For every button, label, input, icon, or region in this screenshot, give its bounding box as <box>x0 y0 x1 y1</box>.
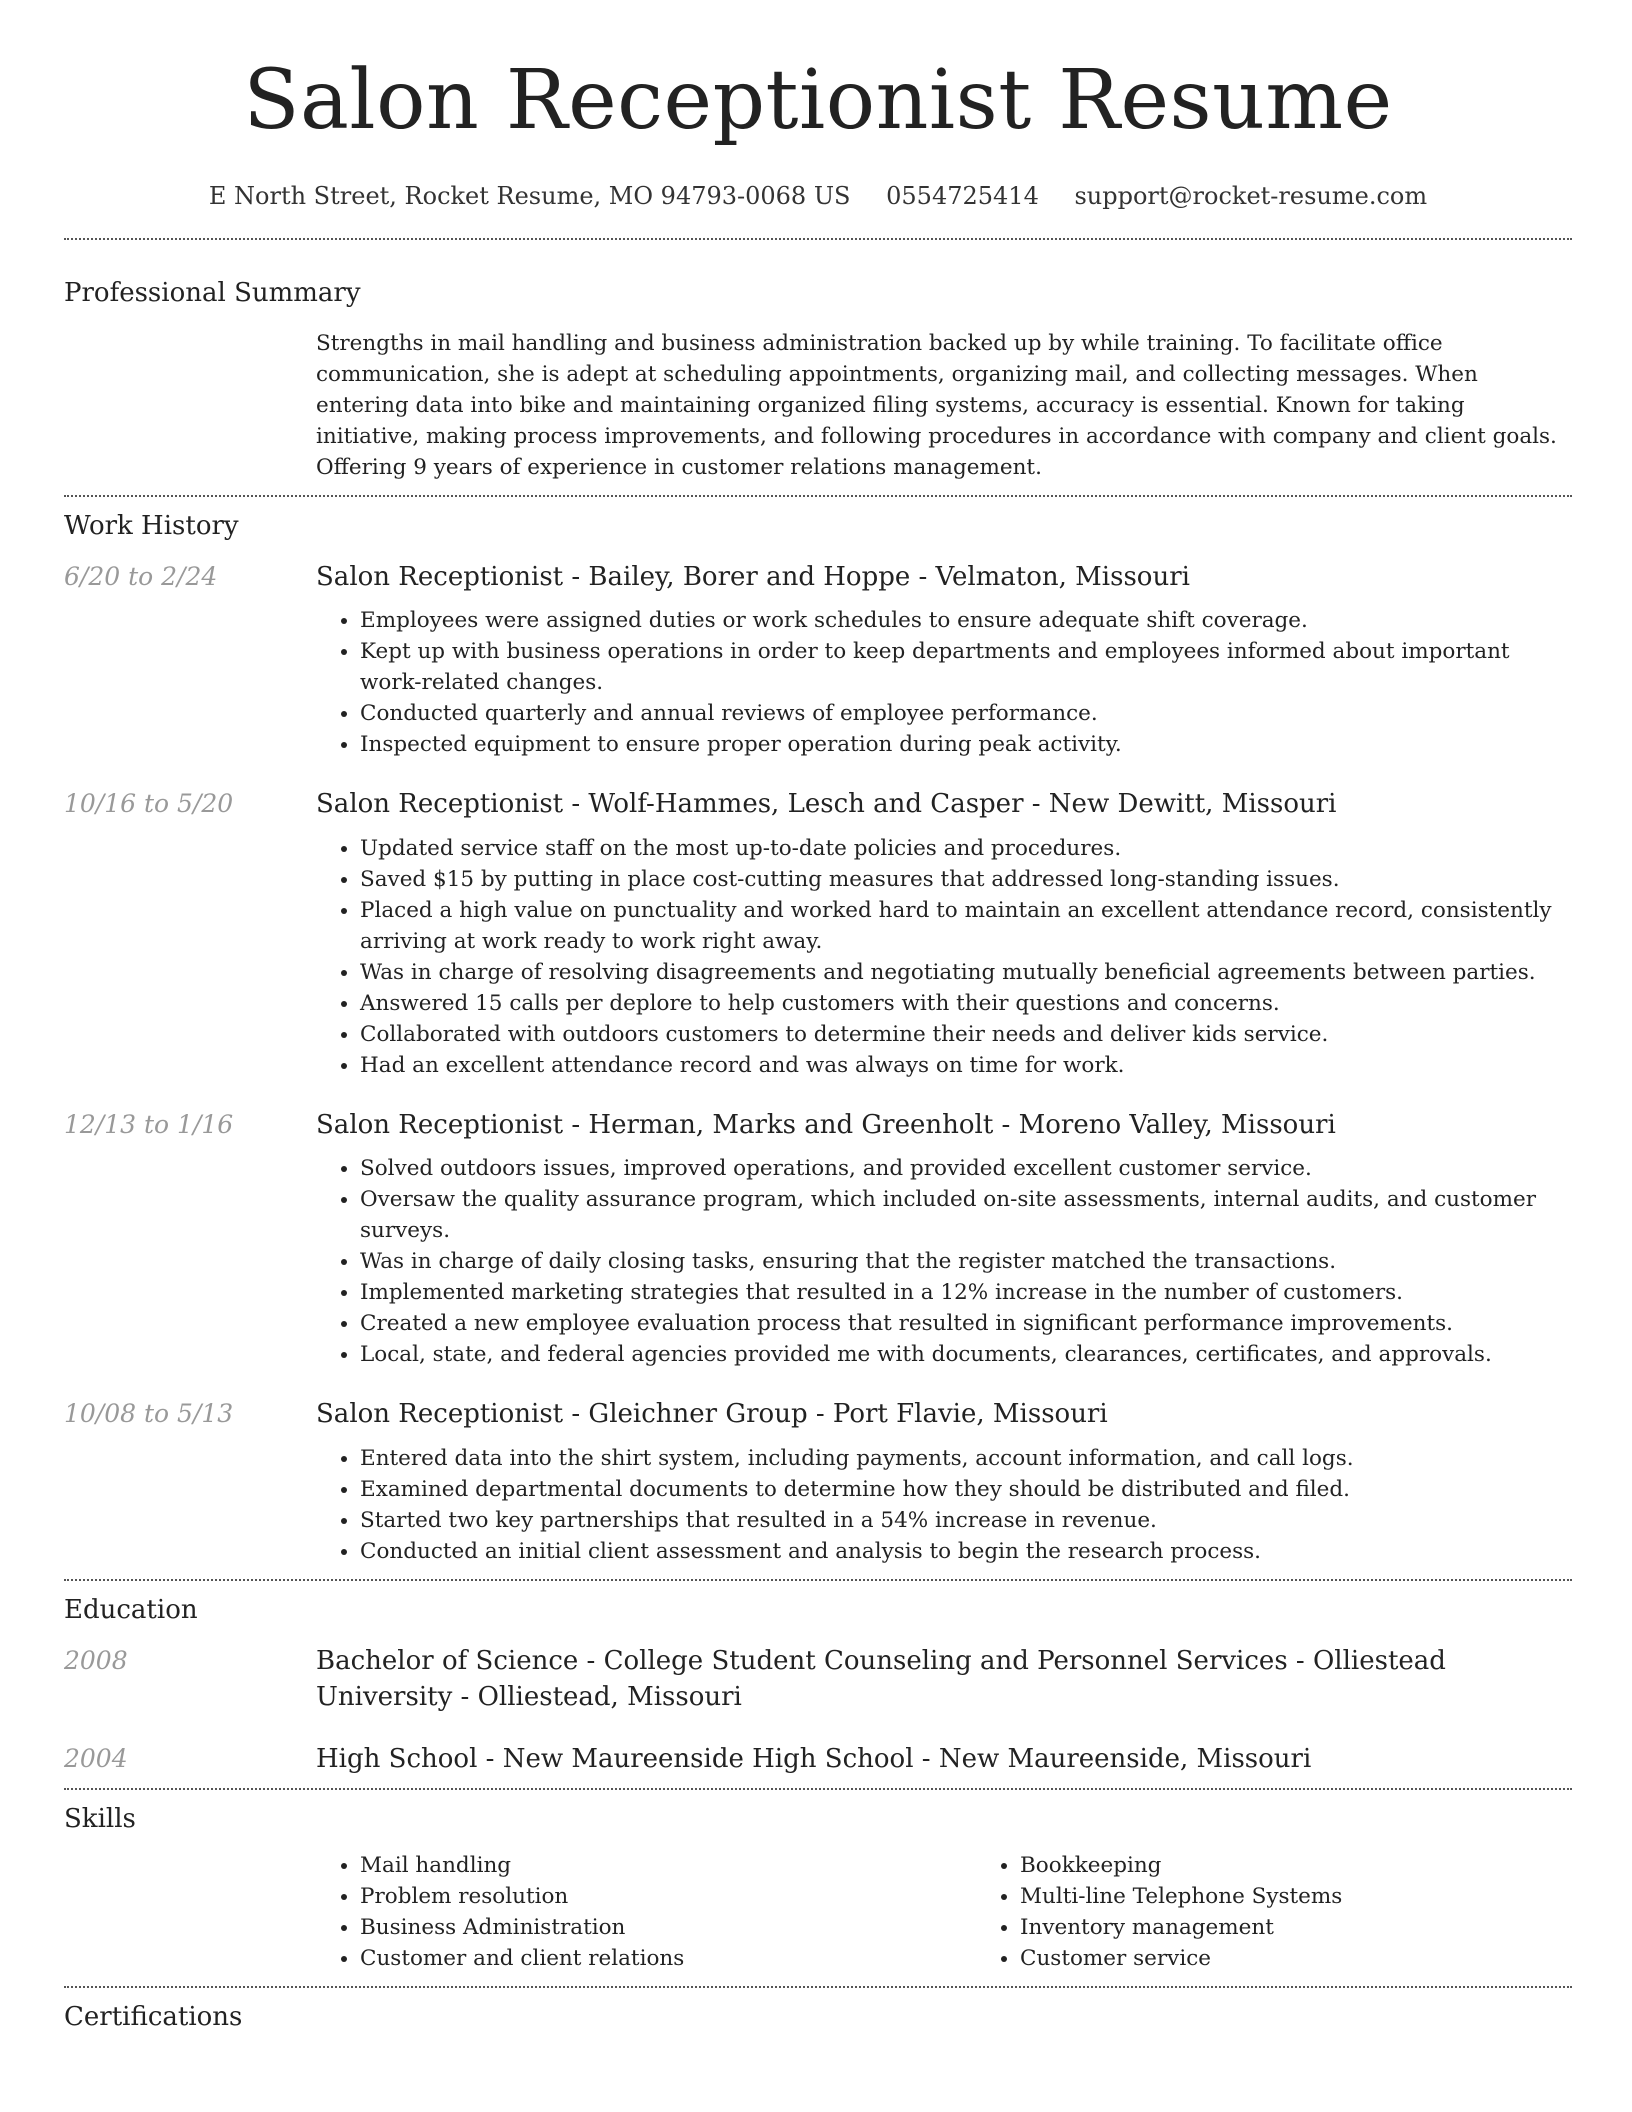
job-title: Salon Receptionist - Bailey, Borer and Hoppe - Velmaton, Missouri <box>316 562 1190 592</box>
job-title: Salon Receptionist - Gleichner Group - Port Flavie, Missouri <box>316 1399 1108 1430</box>
education-detail: High School - New Maureenside High School - New Maureenside, Missouri <box>316 1744 1312 1775</box>
list-item: • Mail handling <box>360 1850 976 1881</box>
job-bullets <box>316 1443 1572 1567</box>
job-bullets <box>316 1153 1572 1370</box>
contact-phone: 0554725414 <box>886 182 1039 210</box>
section-heading-certifications: Certifications <box>64 2001 243 2032</box>
contact-address: E North Street, Rocket Resume, MO 94793-0068 US <box>208 182 851 210</box>
list-item: • Started two key partnerships that resulted in a 54% increase in revenue. <box>360 1505 1572 1536</box>
list-item: • Saved $15 by putting in place cost-cutting measures that addressed long-standing issues. <box>360 864 1572 895</box>
list-item: • Created a new employee evaluation process that resulted in significant performance improvements. <box>360 1308 1572 1339</box>
list-item: • Bookkeeping <box>1020 1850 1632 1881</box>
list-item: • Employees were assigned duties or work schedules to ensure adequate shift coverage. <box>360 605 1572 636</box>
list-item: • Placed a high value on punctuality and worked hard to maintain an excellent attendance record, consistently arriving at work ready to work right away. <box>360 895 1572 957</box>
divider <box>64 495 1572 497</box>
resume-title: Salon Receptionist Resume <box>243 53 1393 148</box>
list-item: • Kept up with business operations in order to keep departments and employees informed about important work-related changes. <box>360 636 1572 698</box>
job-dates: 10/16 to 5/20 <box>64 789 234 819</box>
job-entry <box>64 1396 1572 1566</box>
job-entry <box>64 559 1572 760</box>
job-dates: 6/20 to 2/24 <box>64 562 218 591</box>
education-year: 2008 <box>64 1645 128 1675</box>
list-item: • Examined departmental documents to determine how they should be distributed and filed. <box>360 1474 1572 1505</box>
skills-row <box>64 1850 1572 1974</box>
section-heading-skills: Skills <box>64 1803 136 1834</box>
education-entry <box>64 1643 1572 1716</box>
job-dates: 12/13 to 1/16 <box>64 1109 234 1139</box>
job-bullets <box>316 833 1572 1081</box>
divider <box>64 1579 1572 1581</box>
list-item: • Conducted quarterly and annual reviews of employee performance. <box>360 698 1572 729</box>
list-item: • Problem resolution <box>360 1881 976 1912</box>
section-heading-education: Education <box>64 1594 198 1625</box>
list-item: • Inspected equipment to ensure proper operation during peak activity. <box>360 729 1572 760</box>
skills-list-right <box>976 1850 1632 1974</box>
list-item: • Collaborated with outdoors customers to determine their needs and deliver kids service. <box>360 1019 1572 1050</box>
list-item: • Solved outdoors issues, improved operations, and provided excellent customer service. <box>360 1153 1572 1184</box>
contact-email: support@rocket-resume.com <box>1074 182 1428 210</box>
job-title: Salon Receptionist - Wolf-Hammes, Lesch and Casper - New Dewitt, Missouri <box>316 789 1337 820</box>
resume-page <box>64 0 1572 2030</box>
summary-text: Strengths in mail handling and business administration backed up by while training. To facilitate office communication, she is adept at scheduling appointments, organizing mail, and collecting messages. When entering data into bike and maintaining organized filing systems, accuracy is essential. Known for taking initiative, making process improvements, and following procedures in accordance with company and client goals. Offering 9 years of experience in customer relations management. <box>316 331 1557 480</box>
section-heading-summary: Professional Summary <box>64 278 361 308</box>
education-year: 2004 <box>64 1744 128 1774</box>
list-item: • Customer and client relations <box>360 1943 976 1974</box>
job-title: Salon Receptionist - Herman, Marks and Greenholt - Moreno Valley, Missouri <box>316 1109 1336 1140</box>
list-item: • Answered 15 calls per deplore to help customers with their questions and concerns. <box>360 988 1572 1019</box>
education-detail: Bachelor of Science - College Student Counseling and Personnel Services - Olliestead University - Olliestead, Missouri <box>316 1645 1446 1712</box>
education-entry <box>64 1741 1572 1777</box>
list-item: • Local, state, and federal agencies provided me with documents, clearances, certificates, and approvals. <box>360 1339 1572 1370</box>
divider <box>64 1788 1572 1790</box>
skills-list-left <box>316 1850 976 1974</box>
list-item: • Business Administration <box>360 1912 976 1943</box>
list-item: • Implemented marketing strategies that resulted in a 12% increase in the number of customers. <box>360 1277 1572 1308</box>
job-bullets <box>316 605 1572 760</box>
list-item: • Customer service <box>1020 1943 1632 1974</box>
list-item: • Entered data into the shirt system, including payments, account information, and call logs. <box>360 1443 1572 1474</box>
list-item: • Multi-line Telephone Systems <box>1020 1881 1632 1912</box>
contact-line <box>64 182 1572 210</box>
divider <box>64 238 1572 240</box>
job-dates: 10/08 to 5/13 <box>64 1399 234 1429</box>
summary-row <box>64 328 1572 483</box>
divider <box>64 1986 1572 1988</box>
list-item: • Had an excellent attendance record and was always on time for work. <box>360 1050 1572 1081</box>
job-entry <box>64 1107 1572 1370</box>
list-item: • Inventory management <box>1020 1912 1632 1943</box>
list-item: • Was in charge of daily closing tasks, ensuring that the register matched the transactions. <box>360 1246 1572 1277</box>
job-entry <box>64 786 1572 1080</box>
list-item: • Oversaw the quality assurance program, which included on-site assessments, internal audits, and customer surveys. <box>360 1184 1572 1246</box>
section-heading-work: Work History <box>64 511 239 541</box>
list-item: • Was in charge of resolving disagreements and negotiating mutually beneficial agreements between parties. <box>360 957 1572 988</box>
list-item: • Conducted an initial client assessment and analysis to begin the research process. <box>360 1536 1572 1567</box>
list-item: • Updated service staff on the most up-to-date policies and procedures. <box>360 833 1572 864</box>
